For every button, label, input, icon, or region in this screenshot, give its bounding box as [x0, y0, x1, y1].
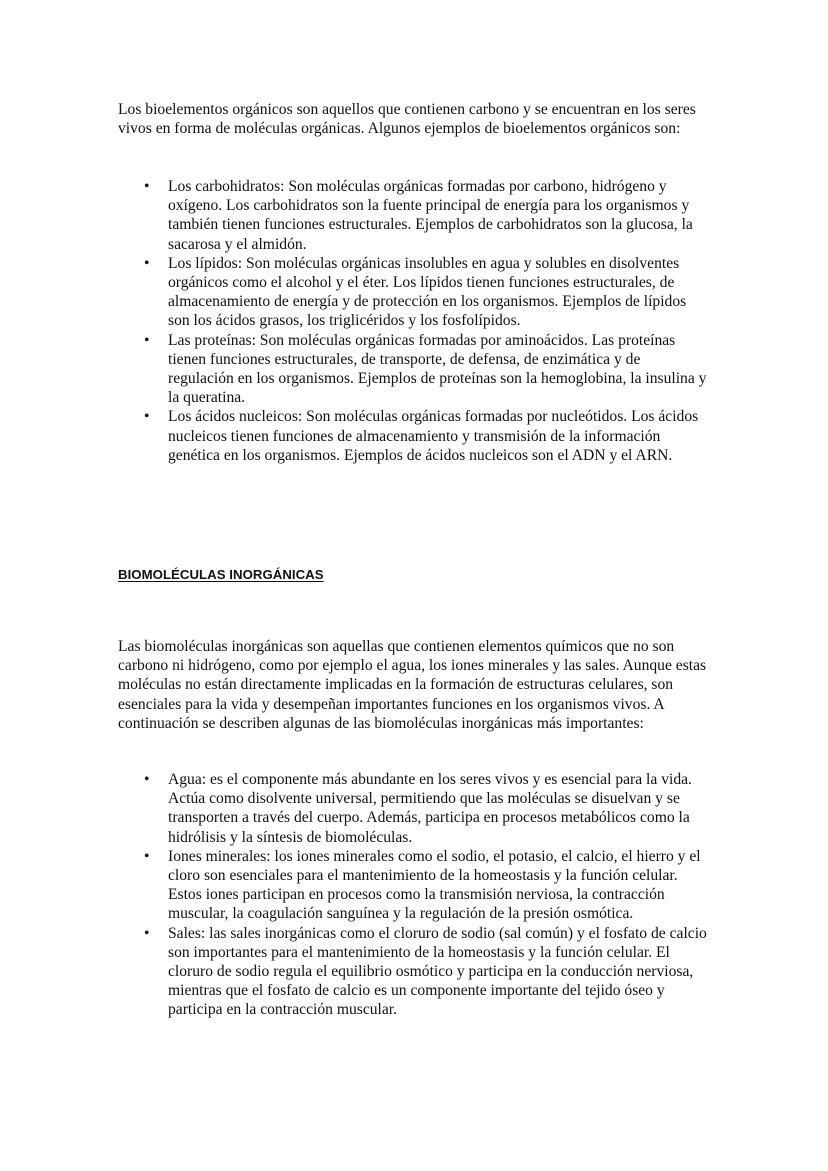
list-item-text: Los lípidos: Son moléculas orgánicas insolubles en agua y solubles en disolventes orgánicos como el alcohol y el éter. Los lípidos tienen funciones estructurales, de almacenamiento de energía y de protección en los organismos. Ejemplos de lípidos son los ácidos grasos, los triglicéridos y los fosfolípidos.: [168, 254, 687, 330]
bullet-icon: •: [144, 771, 150, 788]
list-item-text: Agua: es el componente más abundante en los seres vivos y es esencial para la vida. Actúa como disolvente universal, permitiendo que las moléculas se disuelvan y se transporten a través del cuerpo. Además, participa en procesos metabólicos como la hidrólisis y la síntesis de biomoléculas.: [168, 771, 692, 846]
organic-biomolecules-list: [144, 177, 710, 465]
list-item-text: Los carbohidratos: Son moléculas orgánicas formadas por carbono, hidrógeno y oxígeno. Los carbohidratos son la fuente principal de energía para los organismos y también tienen funciones estructurales. Ejemplos de carbohidratos son la glucosa, la sacarosa y el almidón.: [168, 178, 693, 253]
section-heading-inorganic: BIOMOLÉCULAS INORGÁNICAS: [118, 567, 324, 582]
bullet-icon: •: [144, 331, 150, 349]
list-item-agua: [144, 770, 712, 847]
list-item-iones-minerales: [144, 847, 712, 924]
bullet-icon: •: [144, 847, 150, 865]
bullet-icon: •: [144, 254, 150, 272]
inorganic-intro-paragraph: Las biomoléculas inorgánicas son aquellas que contienen elementos químicos que no son carbono ni hidrógeno, como por ejemplo el agua, los iones minerales y las sales. Aunque estas moléculas no están directamente implicadas en la formación de estructuras celulares, son esenciales para la vida y desempeñan importantes funciones en los organismos vivos. A continuación se describen algunas de las biomoléculas inorgánicas más importantes:: [118, 638, 707, 732]
list-item-text: Iones minerales: los iones minerales como el sodio, el potasio, el calcio, el hierro y el cloro son esenciales para el mantenimiento de la homeostasis y la función celular. Estos iones participan en procesos como la transmisión nerviosa, la contracción muscular, la coagulación sanguínea y la regulación de la presión osmótica.: [168, 847, 701, 923]
list-item-text: Los ácidos nucleicos: Son moléculas orgánicas formadas por nucleótidos. Los ácidos nucleicos tienen funciones de almacenamiento y transmisión de la información genética en los organismos. Ejemplos de ácidos nucleicos son el ADN y el ARN.: [168, 408, 699, 464]
list-item-proteinas: [144, 331, 710, 408]
bullet-icon: •: [144, 408, 150, 426]
list-item-acidos-nucleicos: [144, 407, 710, 465]
list-item-carbohidratos: [144, 177, 710, 254]
bullet-icon: •: [144, 924, 150, 942]
list-item-sales: [144, 924, 712, 1020]
list-item-text: Las proteínas: Son moléculas orgánicas formadas por aminoácidos. Las proteínas tienen funciones estructurales, de transporte, de defensa, de enzimática y de regulación en los organismos. Ejemplos de proteínas son la hemoglobina, la insulina y la queratina.: [168, 331, 707, 407]
inorganic-biomolecules-list: [144, 770, 712, 1020]
list-item-text: Sales: las sales inorgánicas como el cloruro de sodio (sal común) y el fosfato de calcio son importantes para el mantenimiento de la homeostasis y la función celular. El cloruro de sodio regula el equilibrio osmótico y participa en la conducción nerviosa, mientras que el fosfato de calcio es un componente importante del tejido óseo y participa en la contracción muscular.: [168, 924, 707, 1019]
bullet-icon: •: [144, 178, 150, 195]
intro-paragraph: Los bioelementos orgánicos son aquellos que contienen carbono y se encuentran en los seres vivos en forma de moléculas orgánicas. Algunos ejemplos de bioelementos orgánicos son:: [118, 101, 696, 138]
list-item-lipidos: [144, 254, 710, 331]
